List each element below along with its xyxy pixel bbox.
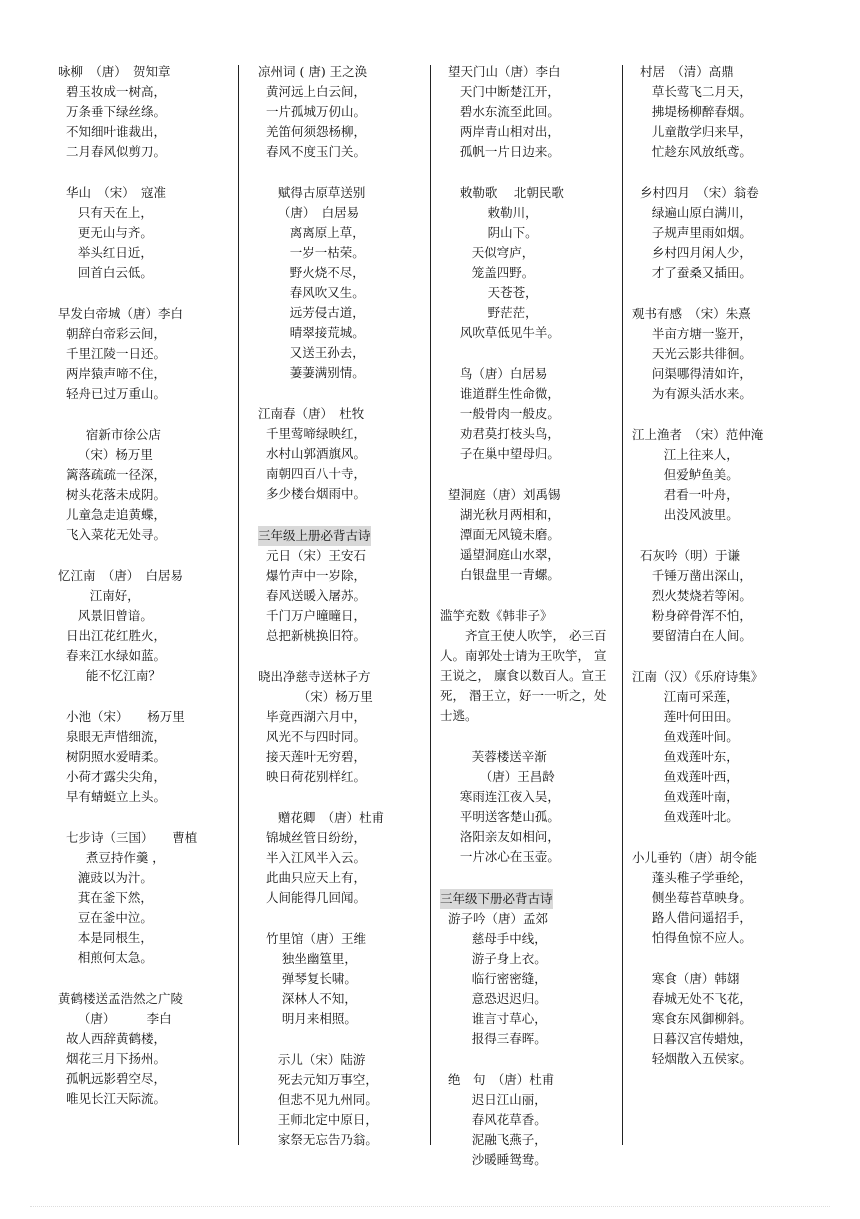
poem-block <box>440 485 620 585</box>
poem-line: 寒食东风御柳斜。 <box>632 1011 752 1026</box>
poem-line: 洛阳亲友如相问， <box>440 829 560 844</box>
poem-line: 不知细叶谁裁出， <box>58 124 166 139</box>
poem-line: 野火烧不尽， <box>258 265 365 280</box>
poem-line: 鱼戏莲叶西， <box>632 769 739 784</box>
poem-line: 绿遍山原白满川， <box>632 205 752 220</box>
poem-line: 谁言寸草心， <box>440 1011 547 1026</box>
poem-line: 千门万户曈曈日， <box>258 608 366 623</box>
poem-title: 黄鹤楼送孟浩然之广陵 <box>58 991 184 1006</box>
poem-line: 天光云影共徘徊。 <box>632 346 752 361</box>
poem-line: 潭面无风镜未磨。 <box>440 527 560 542</box>
poem-line: 万条垂下绿丝绦。 <box>58 104 166 119</box>
poem-line: 两岸青山相对出， <box>440 124 560 139</box>
poem-line: 两岸猿声啼不住， <box>58 366 166 381</box>
poem-line: 相煎何太急。 <box>58 950 153 965</box>
poem-line: 江南好， <box>58 588 140 603</box>
poem-line: 深林人不知， <box>258 991 357 1006</box>
poem-line: 总把新桃换旧符。 <box>258 628 366 643</box>
poem-block <box>440 606 620 726</box>
poem-line: 死去元知万事空， <box>258 1072 378 1087</box>
poem-line: 报得三春晖。 <box>440 1031 547 1046</box>
poem-line: 千锤万凿出深山， <box>632 568 752 583</box>
poem-line: 才了蚕桑又插田。 <box>632 265 752 280</box>
poem-line: 烟花三月下扬州。 <box>58 1051 166 1066</box>
poem-line: 风光不与四时同。 <box>258 729 366 744</box>
poem-line: 唯见长江天际流。 <box>58 1091 166 1106</box>
poem-block <box>632 183 812 283</box>
poem-block <box>58 304 238 404</box>
poem-line: 独坐幽篁里， <box>258 951 357 966</box>
poem-line: 莲叶何田田。 <box>632 709 739 724</box>
poem-line: （宋）杨万里 <box>58 447 153 462</box>
poem-line: 半亩方塘一鉴开， <box>632 326 752 341</box>
poem-line: 风吹草低见牛羊。 <box>440 325 560 340</box>
column-divider-1 <box>238 65 239 1145</box>
column-4 <box>632 62 812 1090</box>
poem-title: 凉州词 ( 唐) 王之涣 <box>258 64 368 79</box>
poem-line: 回首白云低。 <box>58 265 153 280</box>
poem-line: 粉身碎骨浑不怕， <box>632 608 752 623</box>
poem-line: （唐） 李白 <box>58 1011 172 1026</box>
poem-line: 树头花落未成阴。 <box>58 487 166 502</box>
poem-line: 煮豆持作羹 ， <box>58 850 165 865</box>
poem-line: 野茫茫， <box>440 305 538 320</box>
poem-line: 敕勒川， <box>440 205 538 220</box>
poem-line: 豆在釜中泣。 <box>58 910 153 925</box>
poem-line: 一岁一枯荣。 <box>258 245 365 260</box>
poem-line: 鱼戏莲叶北。 <box>632 809 739 824</box>
poem-line: 毕竟西湖六月中， <box>258 709 366 724</box>
poem-block <box>440 62 620 162</box>
poem-line: 多少楼台烟雨中。 <box>258 486 366 501</box>
poem-line: 春风吹又生。 <box>258 285 365 300</box>
poem-line: 子规声里雨如烟。 <box>632 225 752 240</box>
poem-title: 村居 （清）高鼎 <box>632 64 734 79</box>
poem-block <box>258 62 438 162</box>
poem-line: 映日荷花别样红。 <box>258 769 366 784</box>
poem-title: 望洞庭（唐）刘禹锡 <box>440 487 561 502</box>
poem-block <box>58 707 238 807</box>
poem-line: 孤帆一片日边来。 <box>440 144 560 159</box>
poem-line: （唐） 白居易 <box>258 205 360 220</box>
poem-line: 子在巢中望母归。 <box>440 446 560 461</box>
poem-line: 萁在釜下然， <box>58 890 153 905</box>
poem-line: 晴翠接荒城。 <box>258 325 365 340</box>
poem-line: 远芳侵古道， <box>258 305 365 320</box>
poem-line: 风景旧曾谙。 <box>58 608 153 623</box>
poem-line: 泥融飞燕子， <box>440 1132 547 1147</box>
poem-line: 江南可采莲， <box>632 689 739 704</box>
poem-line: 江上往来人， <box>632 447 739 462</box>
poem-line: 萋萋满别情。 <box>258 365 365 380</box>
poem-line: 千里莺啼绿映红， <box>258 426 366 441</box>
poem-line: 天似穹庐， <box>440 245 535 260</box>
poem-line: 笼盖四野。 <box>440 265 535 280</box>
poem-block <box>632 848 812 948</box>
poem-title: 华山 （宋） 寇准 <box>58 185 166 200</box>
poem-line: 黄河远上白云间， <box>258 84 366 99</box>
poem-line: 天门中断楚江开， <box>440 84 560 99</box>
poem-line: 王师北定中原日， <box>258 1112 378 1127</box>
poem-line: 阴山下。 <box>440 225 538 240</box>
poem-block <box>58 62 238 162</box>
poem-line: 早有蜻蜓立上头。 <box>58 789 166 804</box>
poem-line: 半入江风半入云。 <box>258 850 366 865</box>
column-1 <box>58 62 238 1130</box>
poem-line: 弹琴复长啸。 <box>258 971 357 986</box>
poem-title: 竹里馆（唐）王维 <box>258 931 366 946</box>
poem-line: 但悲不见九州同。 <box>258 1092 378 1107</box>
poem-title: 江上渔者 （宋）范仲淹 <box>632 427 764 442</box>
poem-line: 鱼戏莲叶东， <box>632 749 739 764</box>
poem-line: 湖光秋月两相和， <box>440 507 560 522</box>
poem-line: 轻舟已过万重山。 <box>58 386 166 401</box>
poem-line: 明月来相照。 <box>258 1011 357 1026</box>
poem-line: 漉豉以为汁。 <box>58 870 153 885</box>
column-2 <box>258 62 438 1171</box>
poem-title: 乡村四月 （宋）翁卷 <box>632 185 759 200</box>
poem-line: 意恐迟迟归。 <box>440 991 547 1006</box>
poem-line: 更无山与齐。 <box>58 225 153 240</box>
poem-line: 鱼戏莲叶南， <box>632 789 739 804</box>
poem-line: 沙暖睡鸳鸯。 <box>440 1152 547 1167</box>
poem-line: 春风不度玉门关。 <box>258 144 366 159</box>
poem-line: 春风花草香。 <box>440 1112 547 1127</box>
poem-line: 为有源头活水来。 <box>632 386 752 401</box>
poem-title: 寒食（唐）韩翃 <box>632 971 740 986</box>
poem-line: 要留清白在人间。 <box>632 628 752 643</box>
poem-line: 接天莲叶无穷碧， <box>258 749 366 764</box>
poem-title: 三年级上册必背古诗 <box>258 526 371 546</box>
poem-line: 南朝四百八十寺， <box>258 466 366 481</box>
poem-line: 泉眼无声惜细流， <box>58 729 166 744</box>
poem-title: 滥竽充数《韩非子》 <box>440 608 553 623</box>
poem-line: 草长莺飞二月天， <box>632 84 752 99</box>
poem-line: 一片孤城万仞山。 <box>258 104 366 119</box>
poem-block <box>258 1050 438 1150</box>
poem-line: 天苍苍， <box>440 285 538 300</box>
prose-text: 齐宣王使人吹竽， 必三百人。南郭处士请为王吹竽， 宣王说之， 廪食以数百人。宣王死， 湣王立，好一一听之，处士逃。 <box>440 628 607 723</box>
poem-block <box>258 183 438 383</box>
poem-title: 示儿（宋）陆游 <box>258 1052 366 1067</box>
poem-block <box>632 62 812 162</box>
poem-block <box>632 546 812 646</box>
poem-line: 举头红日近， <box>58 245 153 260</box>
poem-title: 小池（宋） 杨万里 <box>58 709 185 724</box>
poem-line: 路人借问遥招手， <box>632 910 752 925</box>
column-3 <box>440 62 620 1191</box>
poem-title: 咏柳 （唐） 贺知章 <box>58 64 171 79</box>
poem-line: 碧玉妆成一树高， <box>58 84 166 99</box>
poem-title: 鸟（唐）白居易 <box>440 366 548 381</box>
poem-line: 孤帆远影碧空尽， <box>58 1071 166 1086</box>
poem-line: 春来江水绿如蓝。 <box>58 648 166 663</box>
poem-line: 鱼戏莲叶间。 <box>632 729 739 744</box>
poem-line: 此曲只应天上有， <box>258 870 366 885</box>
poem-line: 羌笛何须怨杨柳， <box>258 124 366 139</box>
poem-line: 人间能得几回闻。 <box>258 890 366 905</box>
poem-title: 江南春（唐） 杜牧 <box>258 406 365 421</box>
poem-line: 树阴照水爱晴柔。 <box>58 749 166 764</box>
poem-line: 君看一叶舟， <box>632 487 739 502</box>
poem-line: 春风送暖入屠苏。 <box>258 588 366 603</box>
poem-block <box>58 566 238 686</box>
poem-line: 出没风波里。 <box>632 507 739 522</box>
poem-title: 芙蓉楼送辛渐 <box>440 749 547 764</box>
poem-block <box>58 989 238 1109</box>
column-divider-3 <box>622 65 623 1145</box>
poem-line: 故人西辞黄鹤楼， <box>58 1031 166 1046</box>
poem-title: 赠花卿 （唐）杜甫 <box>258 810 385 825</box>
poem-line: 日出江花红胜火， <box>58 628 166 643</box>
poem-line: 侧坐莓苔草映身。 <box>632 890 752 905</box>
poem-block <box>58 828 238 968</box>
page-footer-rule <box>30 1206 830 1207</box>
poem-title: 赋得古原草送别 <box>258 185 366 200</box>
poem-line: 游子身上衣。 <box>440 951 547 966</box>
poem-line: 水村山郭酒旗风。 <box>258 446 366 461</box>
poem-block <box>440 183 620 343</box>
poem-title: 早发白帝城（唐）李白 <box>58 306 184 321</box>
poem-title: 敕勒歌 北朝民歌 <box>440 185 564 200</box>
poem-line: 一片冰心在玉壶。 <box>440 849 560 864</box>
poem-block <box>58 183 238 283</box>
poem-line: 怕得鱼惊不应人。 <box>632 930 752 945</box>
poem-line: 慈母手中线， <box>440 931 547 946</box>
poem-line: 又送王孙去， <box>258 345 365 360</box>
poem-line: 朝辞白帝彩云间， <box>58 326 166 341</box>
poem-line: 爆竹声中一岁除， <box>258 568 366 583</box>
section-header-poem <box>440 888 620 1049</box>
poem-line: 一般骨肉一般皮。 <box>440 406 560 421</box>
poem-line: 飞入菜花无处寻。 <box>58 527 166 542</box>
poem-block <box>440 364 620 464</box>
poem-title: 三年级下册必背古诗 <box>440 889 553 909</box>
poem-line: 但爱鲈鱼美。 <box>632 467 739 482</box>
poem-title: 忆江南 （唐） 白居易 <box>58 568 184 583</box>
poem-line: 临行密密缝， <box>440 971 547 986</box>
poem-line: 二月春风似剪刀。 <box>58 144 166 159</box>
poem-block <box>632 304 812 404</box>
poem-title: 望天门山（唐）李白 <box>440 64 561 79</box>
poem-title: 石灰吟（明）于谦 <box>632 548 740 563</box>
poem-line: 迟日江山丽， <box>440 1092 547 1107</box>
poem-block <box>632 667 812 827</box>
poem-line: 本是同根生， <box>58 930 153 945</box>
poem-block <box>258 929 438 1029</box>
poem-block <box>258 404 438 504</box>
poem-line: 蓬头稚子学垂纶， <box>632 870 752 885</box>
poem-line: 寒雨连江夜入吴， <box>440 789 560 804</box>
poem-line: 小荷才露尖尖角， <box>58 769 166 784</box>
poem-line: 离离原上草， <box>258 225 365 240</box>
section-header-poem <box>258 525 438 646</box>
poem-line: 白银盘里一青螺。 <box>440 567 560 582</box>
poem-line: 游子吟（唐）孟郊 <box>440 911 548 926</box>
poem-line: 千里江陵一日还。 <box>58 346 166 361</box>
poem-line: 锦城丝管日纷纷， <box>258 830 366 845</box>
poem-line: 篱落疏疏一径深， <box>58 467 166 482</box>
poem-block <box>440 747 620 867</box>
poem-line: 忙趁东风放纸鸢。 <box>632 144 752 159</box>
poem-title: 江南（汉）《乐府诗集》 <box>632 669 764 684</box>
poem-line: 烈火焚烧若等闲。 <box>632 588 752 603</box>
poem-line: 碧水东流至此回。 <box>440 104 560 119</box>
poem-line: 春城无处不飞花， <box>632 991 752 1006</box>
poem-line: 儿童散学归来早， <box>632 124 752 139</box>
poem-title: 观书有感 （宋）朱熹 <box>632 306 751 321</box>
poem-line: 劝君莫打枝头鸟， <box>440 426 560 441</box>
poem-title: 晓出净慈寺送林子方 <box>258 669 371 684</box>
poem-line: 能不忆江南？ <box>58 668 161 683</box>
poem-line: 日暮汉宫传蜡烛， <box>632 1031 752 1046</box>
poem-line: 元日（宋）王安石 <box>258 548 366 563</box>
poem-line: 拂堤杨柳醉春烟。 <box>632 104 752 119</box>
poem-title: 宿新市徐公店 <box>58 427 161 442</box>
poem-block <box>440 1070 620 1170</box>
poem-line: 儿童急走追黄蝶， <box>58 507 166 522</box>
poem-title: 七步诗（三国） 曹植 <box>58 830 198 845</box>
poem-title: 绝 句 （唐）杜甫 <box>440 1072 555 1087</box>
poem-line: 乡村四月闲人少， <box>632 245 752 260</box>
poem-block <box>632 969 812 1069</box>
poem-line: （唐）王昌龄 <box>440 769 555 784</box>
poem-block <box>258 808 438 908</box>
poem-line: 遥望洞庭山水翠， <box>440 547 560 562</box>
poem-line: 平明送客楚山孤。 <box>440 809 560 824</box>
poem-line: 问渠哪得清如许， <box>632 366 752 381</box>
poem-title: 小儿垂钓（唐）胡令能 <box>632 850 758 865</box>
poem-line: （宋）杨万里 <box>258 689 373 704</box>
poem-block <box>632 425 812 525</box>
poem-line: 家祭无忘告乃翁。 <box>258 1132 378 1147</box>
poem-line: 谁道群生性命微， <box>440 386 560 401</box>
poem-line: 轻烟散入五侯家。 <box>632 1051 752 1066</box>
poem-line: 只有天在上， <box>58 205 153 220</box>
poem-block <box>258 667 438 787</box>
poem-block <box>58 425 238 545</box>
